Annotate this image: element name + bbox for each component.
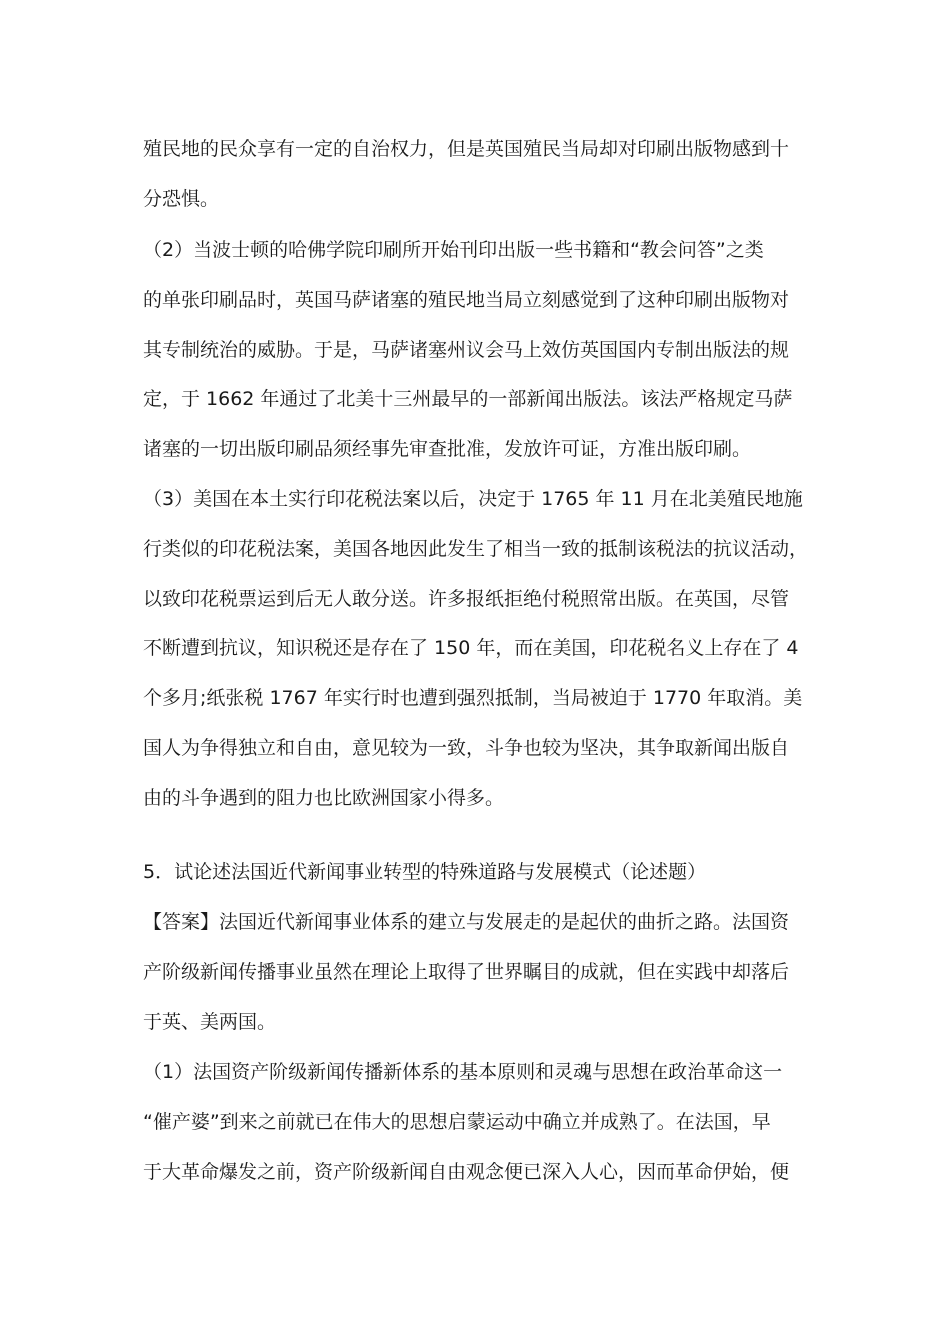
answer-line: 【答案】法国近代新闻事业体系的建立与发展走的是起伏的曲折之路。法国资 <box>143 911 790 933</box>
text-line: 诸塞的一切出版印刷品须经事先审查批准，发放许可证，方准出版印刷。 <box>143 438 752 460</box>
text-line: （3）美国在本土实行印花税法案以后，决定于 1765 年 11 月在北美殖民地施 <box>143 488 803 510</box>
question-heading: 5．试论述法国近代新闻事业转型的特殊道路与发展模式（论述题） <box>143 861 707 883</box>
text-line: 个多月;纸张税 1767 年实行时也遭到强烈抵制，当局被迫于 1770 年取消。美 <box>143 687 803 709</box>
text-line: 殖民地的民众享有一定的自治权力，但是英国殖民当局却对印刷出版物感到十 <box>143 138 790 160</box>
text-line: （2）当波士顿的哈佛学院印刷所开始刊印出版一些书籍和“教会问答”之类 <box>143 239 764 261</box>
text-line: 的单张印刷品时，英国马萨诸塞的殖民地当局立刻感觉到了这种印刷出版物对 <box>143 289 790 311</box>
text-line: 由的斗争遇到的阻力也比欧洲国家小得多。 <box>143 787 505 809</box>
text-line: 于英、美两国。 <box>143 1011 277 1033</box>
text-line: 于大革命爆发之前，资产阶级新闻自由观念便已深入人心，因而革命伊始，便 <box>143 1161 790 1183</box>
text-line: 国人为争得独立和自由，意见较为一致，斗争也较为坚决，其争取新闻出版自 <box>143 737 790 759</box>
text-line: “催产婆”到来之前就已在伟大的思想启蒙运动中确立并成熟了。在法国，早 <box>143 1111 771 1133</box>
text-line: （1）法国资产阶级新闻传播新体系的基本原则和灵魂与思想在政治革命这一 <box>143 1061 783 1083</box>
text-line: 产阶级新闻传播事业虽然在理论上取得了世界瞩目的成就，但在实践中却落后 <box>143 961 790 983</box>
text-line: 不断遭到抗议，知识税还是存在了 150 年，而在美国，印花税名义上存在了 4 <box>143 637 799 659</box>
text-line: 分恐惧。 <box>143 188 220 210</box>
text-line: 定，于 1662 年通过了北美十三州最早的一部新闻出版法。该法严格规定马萨 <box>143 388 793 410</box>
text-line: 其专制统治的威胁。于是，马萨诸塞州议会马上效仿英国国内专制出版法的规 <box>143 339 790 361</box>
text-line: 行类似的印花税法案，美国各地因此发生了相当一致的抵制该税法的抗议活动， <box>143 538 809 560</box>
text-line: 以致印花税票运到后无人敢分送。许多报纸拒绝付税照常出版。在英国，尽管 <box>143 588 790 610</box>
